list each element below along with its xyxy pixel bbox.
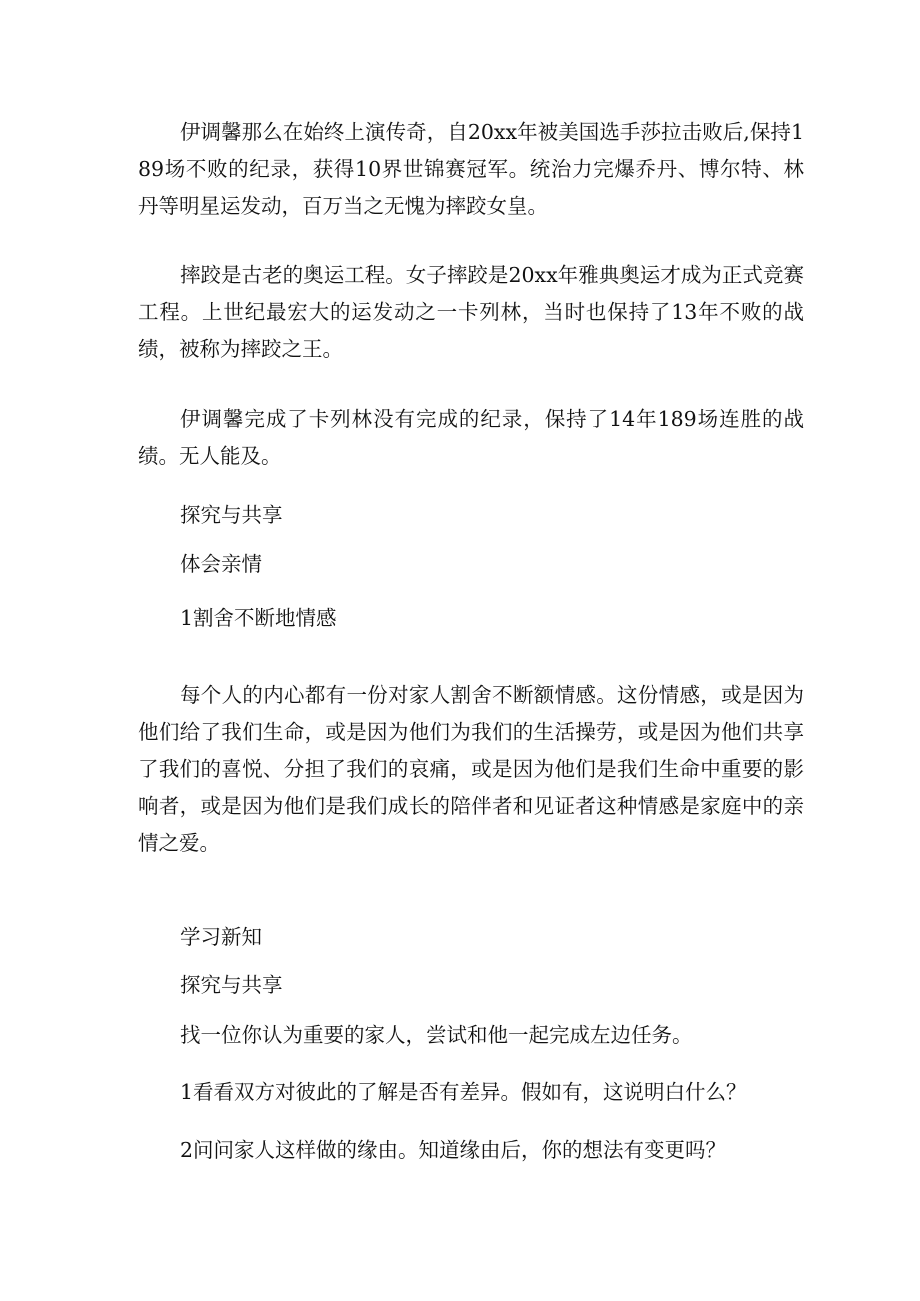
paragraph-yi-tiaoxin-legend: 伊调馨那么在始终上演传奇，自20xx年被美国选手莎拉击败后,保持189场不败的纪录，获得10界世锦赛冠军。统治力完爆乔丹、博尔特、林丹等明星运发动，百万当之无愧为摔跤女皇。: [138, 120, 804, 218]
heading-explore-share: 探究与共享: [180, 503, 283, 527]
paragraph-record: 伊调馨完成了卡列林没有完成的纪录，保持了14年189场连胜的战绩。无人能及。: [138, 407, 804, 468]
heading-explore-share-2: 探究与共享: [180, 973, 283, 997]
heading-family-love: 体会亲情: [180, 552, 262, 576]
task-instruction: 找一位你认为重要的家人，尝试和他一起完成左边任务。: [180, 1023, 693, 1047]
heading-learn-new: 学习新知: [180, 925, 262, 949]
task-item-1: 1看看双方对彼此的了解是否有差异。假如有，这说明白什么？: [180, 1080, 747, 1104]
paragraph-wrestling-history: 摔跤是古老的奥运工程。女子摔跤是20xx年雅典奥运才成为正式竞赛工程。上世纪最宏大的运发动之一卡列林，当时也保持了13年不败的战绩，被称为摔跤之王。: [138, 263, 804, 361]
heading-inseparable-emotion: 1割舍不断地情感: [180, 606, 337, 630]
task-item-2: 2问问家人这样做的缘由。知道缘由后，你的想法有变更吗？: [180, 1138, 727, 1162]
paragraph-family-emotion: 每个人的内心都有一份对家人割舍不断额情感。这份情感，或是因为他们给了我们生命，或是因为他们为我们的生活操劳，或是因为他们共享了我们的喜悦、分担了我们的哀痛，或是因为他们是我们生命中重要的影响者，或是因为他们是我们成长的陪伴者和见证者这种情感是家庭中的亲情之爱。: [138, 683, 804, 855]
